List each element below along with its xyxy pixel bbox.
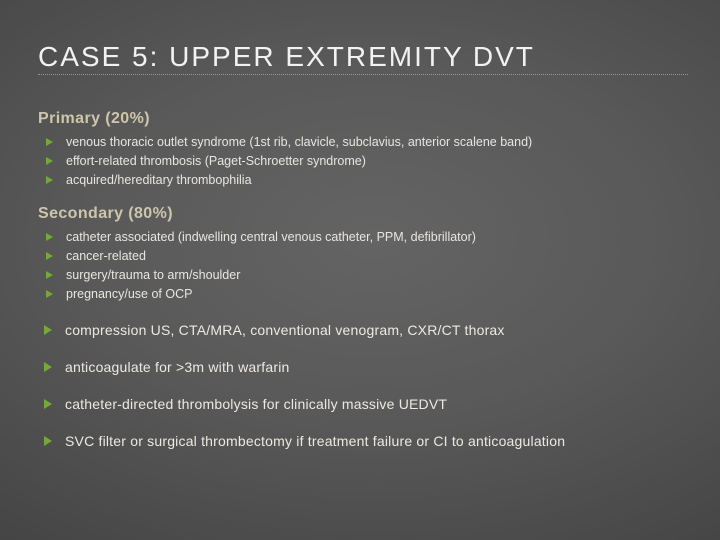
triangle-right-icon [46,290,53,298]
list-item [46,266,476,285]
list-item [46,133,532,152]
secondary-bullet-list [46,228,476,304]
bullet-text: catheter associated (indwelling central venous catheter, PPM, defibrillator) [66,230,476,244]
list-item [46,171,532,190]
section-heading-primary: Primary (20%) [38,110,150,127]
list-item [44,322,565,338]
list-item [46,152,532,171]
bullet-text: SVC filter or surgical thrombectomy if treatment failure or CI to anticoagulation [65,433,566,449]
list-item [46,247,476,266]
primary-bullet-list [46,133,532,190]
list-item [46,228,476,247]
list-item [44,396,565,412]
section-heading-secondary: Secondary (80%) [38,205,173,222]
list-item [44,433,565,449]
bullet-text: catheter-directed thrombolysis for clinically massive UEDVT [65,396,448,412]
triangle-right-icon [46,176,53,184]
bullet-text: effort-related thrombosis (Paget-Schroetter syndrome) [66,154,366,168]
triangle-right-icon [44,362,52,372]
bullet-text: surgery/trauma to arm/shoulder [66,268,241,282]
triangle-right-icon [44,436,52,446]
list-item [44,359,565,375]
bullet-text: pregnancy/use of OCP [66,287,193,301]
bullet-text: venous thoracic outlet syndrome (1st rib, clavicle, subclavius, anterior scalene band) [66,135,533,149]
bullet-text: compression US, CTA/MRA, conventional venogram, CXR/CT thorax [65,322,505,338]
triangle-right-icon [46,252,53,260]
triangle-right-icon [46,157,53,165]
triangle-right-icon [46,233,53,241]
bullet-text: anticoagulate for >3m with warfarin [65,359,290,375]
triangle-right-icon [44,325,52,335]
main-bullet-list [44,322,565,470]
list-item [46,285,476,304]
triangle-right-icon [44,399,52,409]
bullet-text: acquired/hereditary thrombophilia [66,173,252,187]
bullet-text: cancer-related [66,249,146,263]
triangle-right-icon [46,271,53,279]
slide-title: CASE 5: UPPER EXTREMITY DVT [38,44,688,75]
triangle-right-icon [46,138,53,146]
